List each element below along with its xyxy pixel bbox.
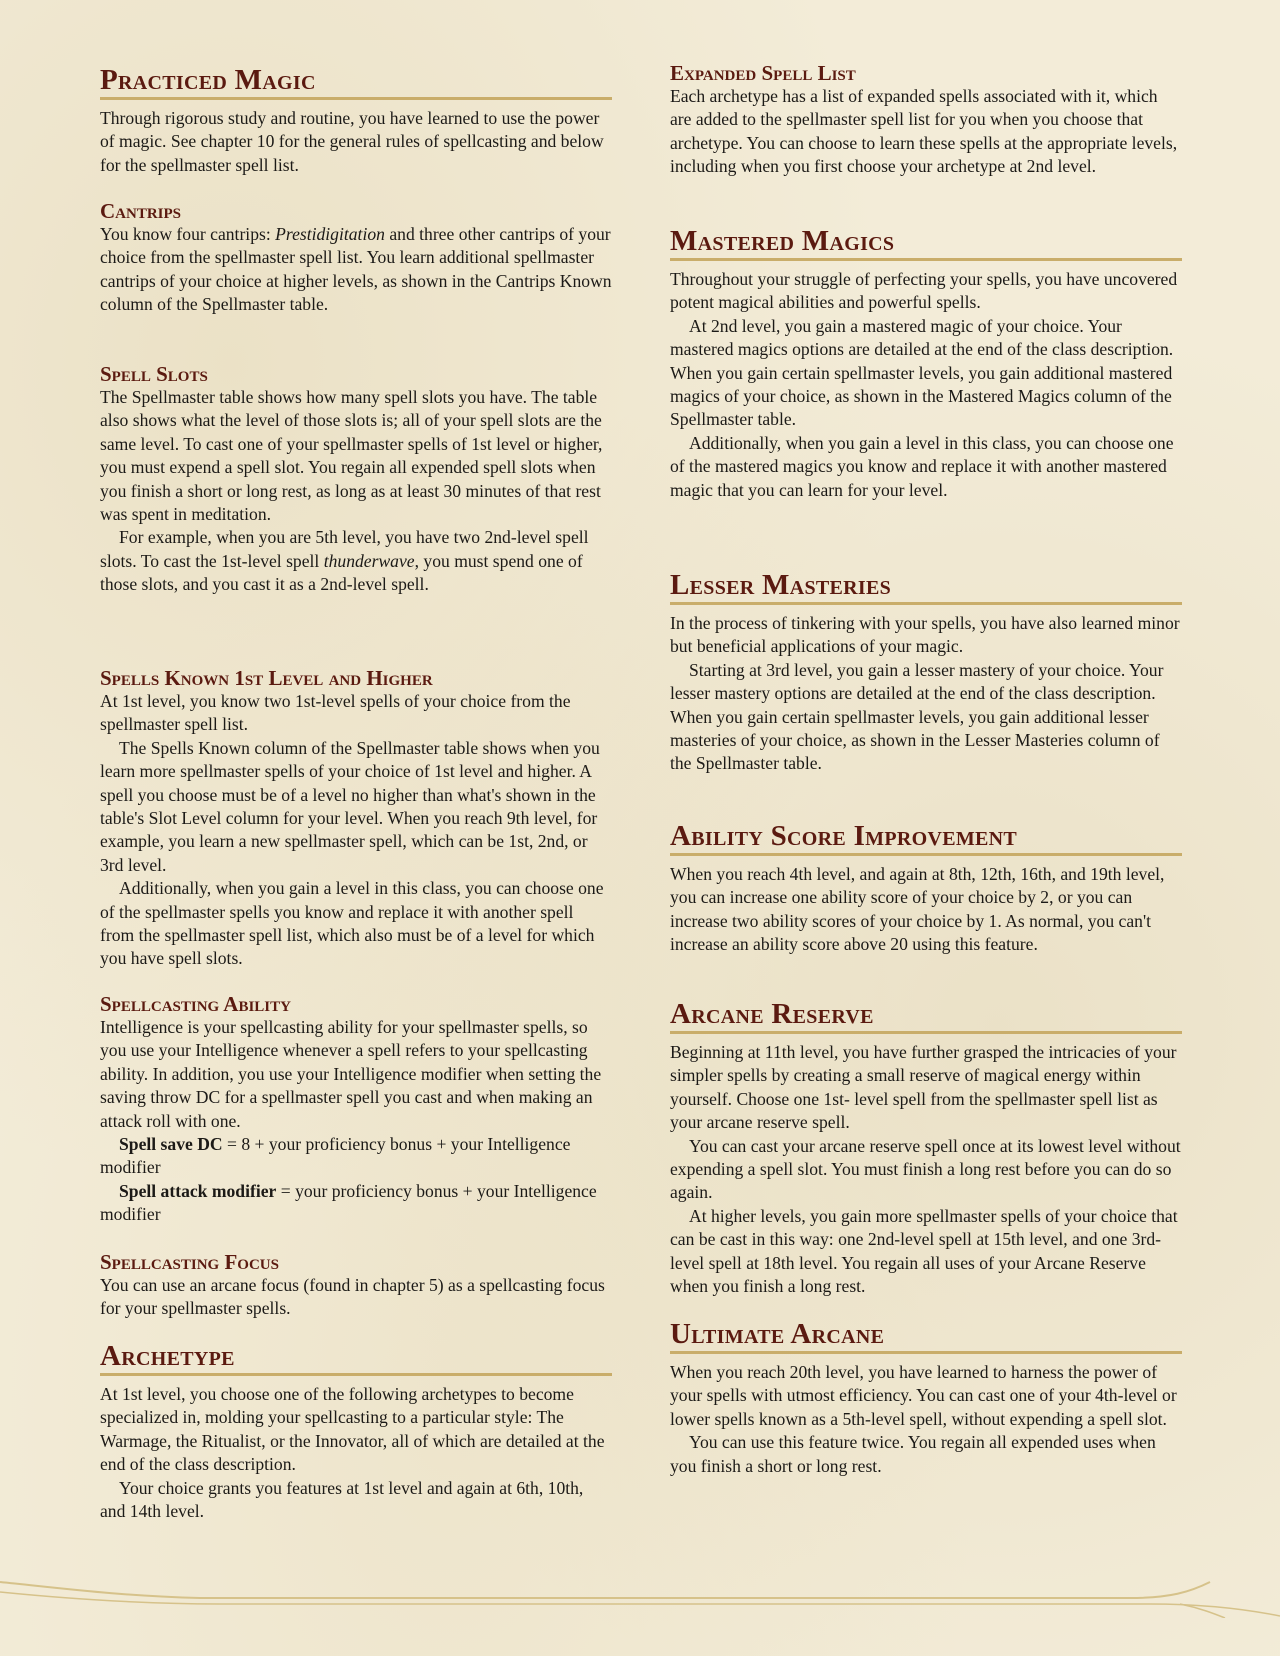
paragraph: The Spells Known column of the Spellmaster table shows when you learn more spellmaster spells of your choice of 1st level and higher. A spell you choose must be of a level no higher than what's shown in the table's Slot Level column for your level. When you reach 9th level, for example, you learn a new spellmaster spell, which can be 1st, 2nd, or 3rd level. [100, 737, 600, 875]
section-archetype [100, 1340, 612, 1523]
heading-cantrips: Cantrips [100, 199, 182, 223]
heading-arcane-reserve: Arcane Reserve [670, 998, 1182, 1034]
section-practiced-magic [100, 64, 612, 177]
heading-ability-score-improvement: Ability Score Improvement [670, 820, 1182, 856]
section-expanded-spell-list [670, 61, 1182, 179]
section-spells-known [100, 666, 612, 971]
section-spell-slots [100, 362, 612, 597]
paragraph: At 2nd level, you gain a mastered magic of your choice. Your mastered magics options are detailed at the end of the class description. When you gain certain spellmaster levels, you gain additional mastered magics of your choice, as shown in the Mastered Magics column of the Spellmaster table. [670, 315, 1174, 430]
heading-ultimate-arcane: Ultimate Arcane [670, 1318, 1182, 1354]
paragraph: You can use this feature twice. You regain all expended uses when you finish a short or long rest. [670, 1432, 1156, 1476]
section-cantrips [100, 199, 612, 317]
footer-ornament [0, 1578, 1280, 1618]
paragraph: In the process of tinkering with your spells, you have also learned minor but beneficial applications of your magic. [670, 613, 1180, 657]
spell-name: Prestidigitation [275, 224, 385, 244]
section-ultimate-arcane [670, 1318, 1182, 1478]
paragraph: When you reach 4th level, and again at 8th, 12th, 16th, and 19th level, you can increase one ability score of your choice by 2, or you can increase two ability scores of your choice by 1. As normal, you can't increase an ability score above 20 using this feature. [670, 864, 1165, 955]
heading-mastered-magics: Mastered Magics [670, 225, 1182, 261]
paragraph: Additionally, when you gain a level in this class, you can choose one of the spellmaster spells you know and replace it with another spell from the spellmaster spell list, which also must be of a level for which you have spell slots. [100, 878, 604, 969]
paragraph: The Spellmaster table shows how many spell slots you have. The table also shows what the level of those slots is; all of your spell slots are the same level. To cast one of your spellmaster spells of 1st level or higher, you must expend a spell slot. You regain all expended spell slots when you finish a short or long rest, as long as at least 30 minutes of that rest was spent in meditation. [100, 387, 603, 525]
paragraph: Through rigorous study and routine, you have learned to use the power of magic. See chapter 10 for the general rules of spellcasting and below for the spellmaster spell list. [100, 108, 604, 175]
paragraph: Throughout your struggle of perfecting your spells, you have uncovered potent magical abilities and powerful spells. [670, 269, 1178, 313]
paragraph: Beginning at 11th level, you have further grasped the intricacies of your simpler spells by creating a small reserve of magical energy within yourself. Choose one 1st- level spell from the spellmaster spell list as your arcane reserve spell. [670, 1042, 1177, 1133]
paragraph: Your choice grants you features at 1st level and again at 6th, 10th, and 14th level. [100, 1477, 584, 1522]
paragraph: At 1st level, you know two 1st-level spells of your choice from the spellmaster spell list. [100, 691, 571, 735]
paragraph: Starting at 3rd level, you gain a lesser mastery of your choice. Your lesser mastery options are detailed at the end of the class description. When you gain certain spellmaster levels, you gain additional lesser masteries of your choice, as shown in the Lesser Masteries column of the Spellmaster table. [670, 659, 1164, 774]
paragraph: At higher levels, you gain more spellmaster spells of your choice that can be cast in this way: one 2nd-level spell at 15th level, and one 3rd-level spell at 18th level. You regain all uses of your Arcane Reserve when you finish a long rest. [670, 1205, 1178, 1297]
paragraph: You know four cantrips: Prestidigitation and three other cantrips of your choice from the spellmaster spell list. You learn additional spellmaster cantrips of your choice at higher levels, as shown in the Cantrips Known column of the Spellmaster table. [100, 224, 612, 315]
heading-archetype: Archetype [100, 1340, 612, 1376]
paragraph: You can use an arcane focus (found in chapter 5) as a spellcasting focus for your spellmaster spells. [100, 1275, 605, 1319]
paragraph: For example, when you are 5th level, you have two 2nd-level spell slots. To cast the 1st-level spell thunderwave, you must spend one of those slots, and you cast it as a 2nd-level spell. [100, 527, 589, 595]
paragraph: You can cast your arcane reserve spell once at its lowest level without expending a spell slot. You must finish a long rest before you can do so again. [670, 1135, 1181, 1203]
heading-lesser-masteries: Lesser Masteries [670, 569, 1182, 605]
spell-name: thunderwave [323, 550, 415, 571]
section-ability-score-improvement [670, 820, 1182, 957]
section-arcane-reserve [670, 998, 1182, 1298]
heading-spellcasting-focus: Spellcasting Focus [100, 1250, 279, 1274]
section-mastered-magics [670, 225, 1182, 502]
heading-spells-known: Spells Known 1st Level and Higher [100, 666, 433, 690]
paragraph: When you reach 20th level, you have learned to harness the power of your spells with utmost efficiency. You can cast one of your 4th-level or lower spells known as a 5th-level spell, without expending a spell slot. [670, 1362, 1177, 1429]
paragraph: Additionally, when you gain a level in this class, you can choose one of the mastered magics you know and replace it with another mastered magic that you can learn for your level. [670, 432, 1174, 500]
paragraph: Each archetype has a list of expanded spells associated with it, which are added to the spellmaster spell list for you when you choose that archetype. You can choose to learn these spells at the appropriate levels, including when you first choose your archetype at 2nd level. [670, 86, 1178, 177]
section-lesser-masteries [670, 569, 1182, 776]
heading-practiced-magic: Practiced Magic [100, 64, 612, 100]
heading-expanded-spell-list: Expanded Spell List [670, 61, 856, 85]
spell-save-dc-line: Spell save DC = 8 + your proficiency bonus + your Intelligence modifier [100, 1134, 571, 1178]
paragraph: At 1st level, you choose one of the following archetypes to become specialized in, molding your spellcasting to a particular style: The Warmage, the Ritualist, or the Innovator, all of which are detailed at the end of the class description. [100, 1384, 605, 1475]
section-spellcasting-ability [100, 992, 612, 1227]
heading-spellcasting-ability: Spellcasting Ability [100, 992, 291, 1016]
section-spellcasting-focus [100, 1250, 612, 1321]
heading-spell-slots: Spell Slots [100, 362, 208, 386]
paragraph: Intelligence is your spellcasting ability for your spellmaster spells, so you use your Intelligence whenever a spell refers to your spellcasting ability. In addition, you use your Intelligence modifier when setting the saving throw DC for a spellmaster spell you cast and when making an attack roll with one. [100, 1017, 602, 1131]
spell-attack-modifier-line: Spell attack modifier = your proficiency bonus + your Intelligence modifier [100, 1180, 597, 1225]
